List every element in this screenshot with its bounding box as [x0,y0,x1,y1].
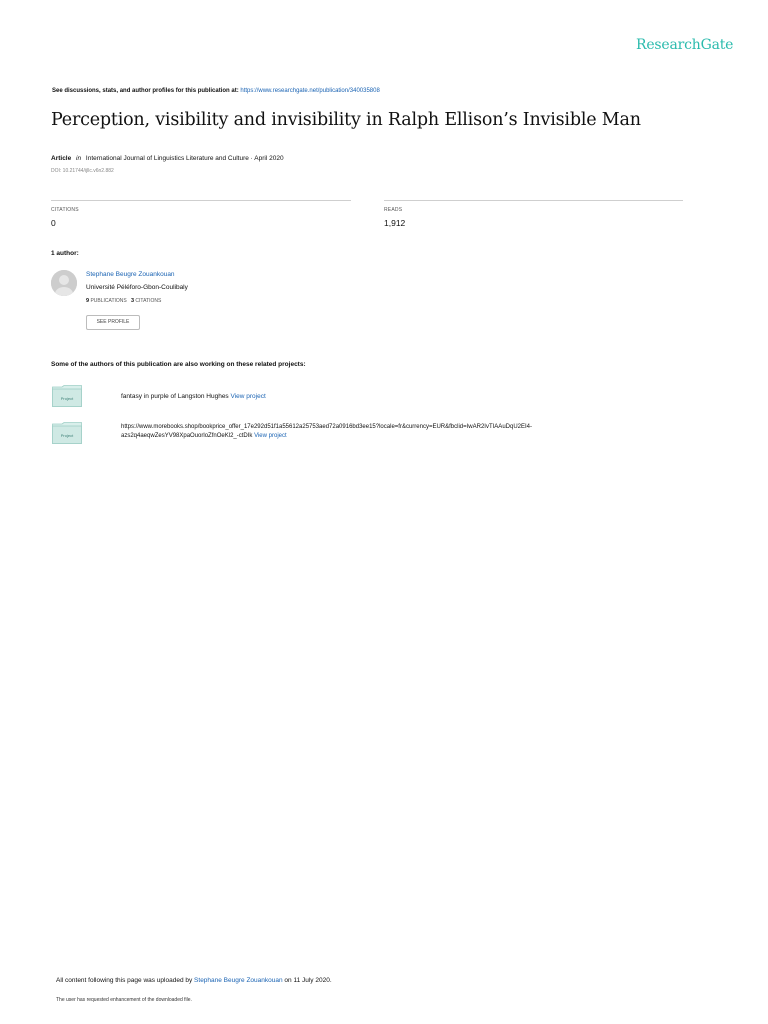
svg-text:Project: Project [60,433,74,438]
folder-icon [52,422,82,444]
project-icon[interactable] [52,385,82,412]
user-silhouette-icon [51,270,77,296]
svg-text:Project: Project [60,396,74,401]
discussion-prefix: See discussions, stats, and author profiles for this publication at: [52,88,239,94]
citations-value: 0 [51,218,56,228]
author-name-link[interactable]: Stephane Beugre Zouankouan [86,271,175,278]
discussion-line [52,88,380,94]
journal-name: International Journal of Linguistics Literature and Culture · April 2020 [85,155,284,162]
page-title: Perception, visibility and invisibility in Ralph Ellison’s Invisible Man [51,110,641,130]
uploaded-by-line [56,977,332,984]
citations-divider [51,200,351,201]
avatar[interactable] [51,270,77,296]
uploader-link[interactable]: Stephane Beugre Zouankouan [194,977,283,984]
publication-url-link[interactable]: https://www.researchgate.net/publication/340035808 [240,88,380,94]
uploaded-prefix: All content following this page was uploaded by [56,977,193,984]
publications-label: PUBLICATIONS [90,298,127,304]
author-citations-label: CITATIONS [135,298,162,304]
doi: DOI: 10.21744/ijllc.v6n2.882 [51,168,114,174]
project-title: https://www.morebooks.shop/bookprice_offer_17e292d51f1a55612a25753aed72a0916bd3ee15?locale=fr&currency=EUR&fbclid=IwAR2IvTIAAuDqU2EI4- [121,424,532,430]
see-profile-button[interactable]: SEE PROFILE [86,315,140,330]
related-projects-heading: Some of the authors of this publication are also working on these related projects: [51,361,306,368]
uploaded-suffix: on 11 July 2020. [284,977,332,984]
project-title: fantasy in purple of Langston Hughes [121,393,229,400]
project-icon[interactable] [52,422,82,449]
project-title-cont: azs2q4aeqwZesYV98XpaOuorloZfnOeKl2_-ctDIk [121,433,253,439]
authors-heading: 1 author: [51,250,79,257]
author-institution: Université Péléforo-Gbon-Coulibaly [86,284,188,291]
enhancement-note: The user has requested enhancement of the downloaded file. [56,997,192,1003]
folder-icon [52,385,82,407]
reads-divider [384,200,683,201]
view-project-link[interactable]: View project [254,433,287,439]
researchgate-logo[interactable]: ResearchGate [636,37,734,53]
reads-value: 1,912 [384,218,406,228]
view-project-link[interactable]: View project [230,393,266,400]
publication-meta [51,155,284,162]
in-label: in [76,155,82,162]
author-stats [86,298,161,304]
publications-count: 9 [86,298,90,304]
project-item [121,393,266,400]
citations-label: CITATIONS [51,207,79,213]
publication-type: Article [51,155,72,162]
reads-label: READS [384,207,403,213]
author-citations-count: 3 [130,298,134,304]
project-item [121,424,532,439]
